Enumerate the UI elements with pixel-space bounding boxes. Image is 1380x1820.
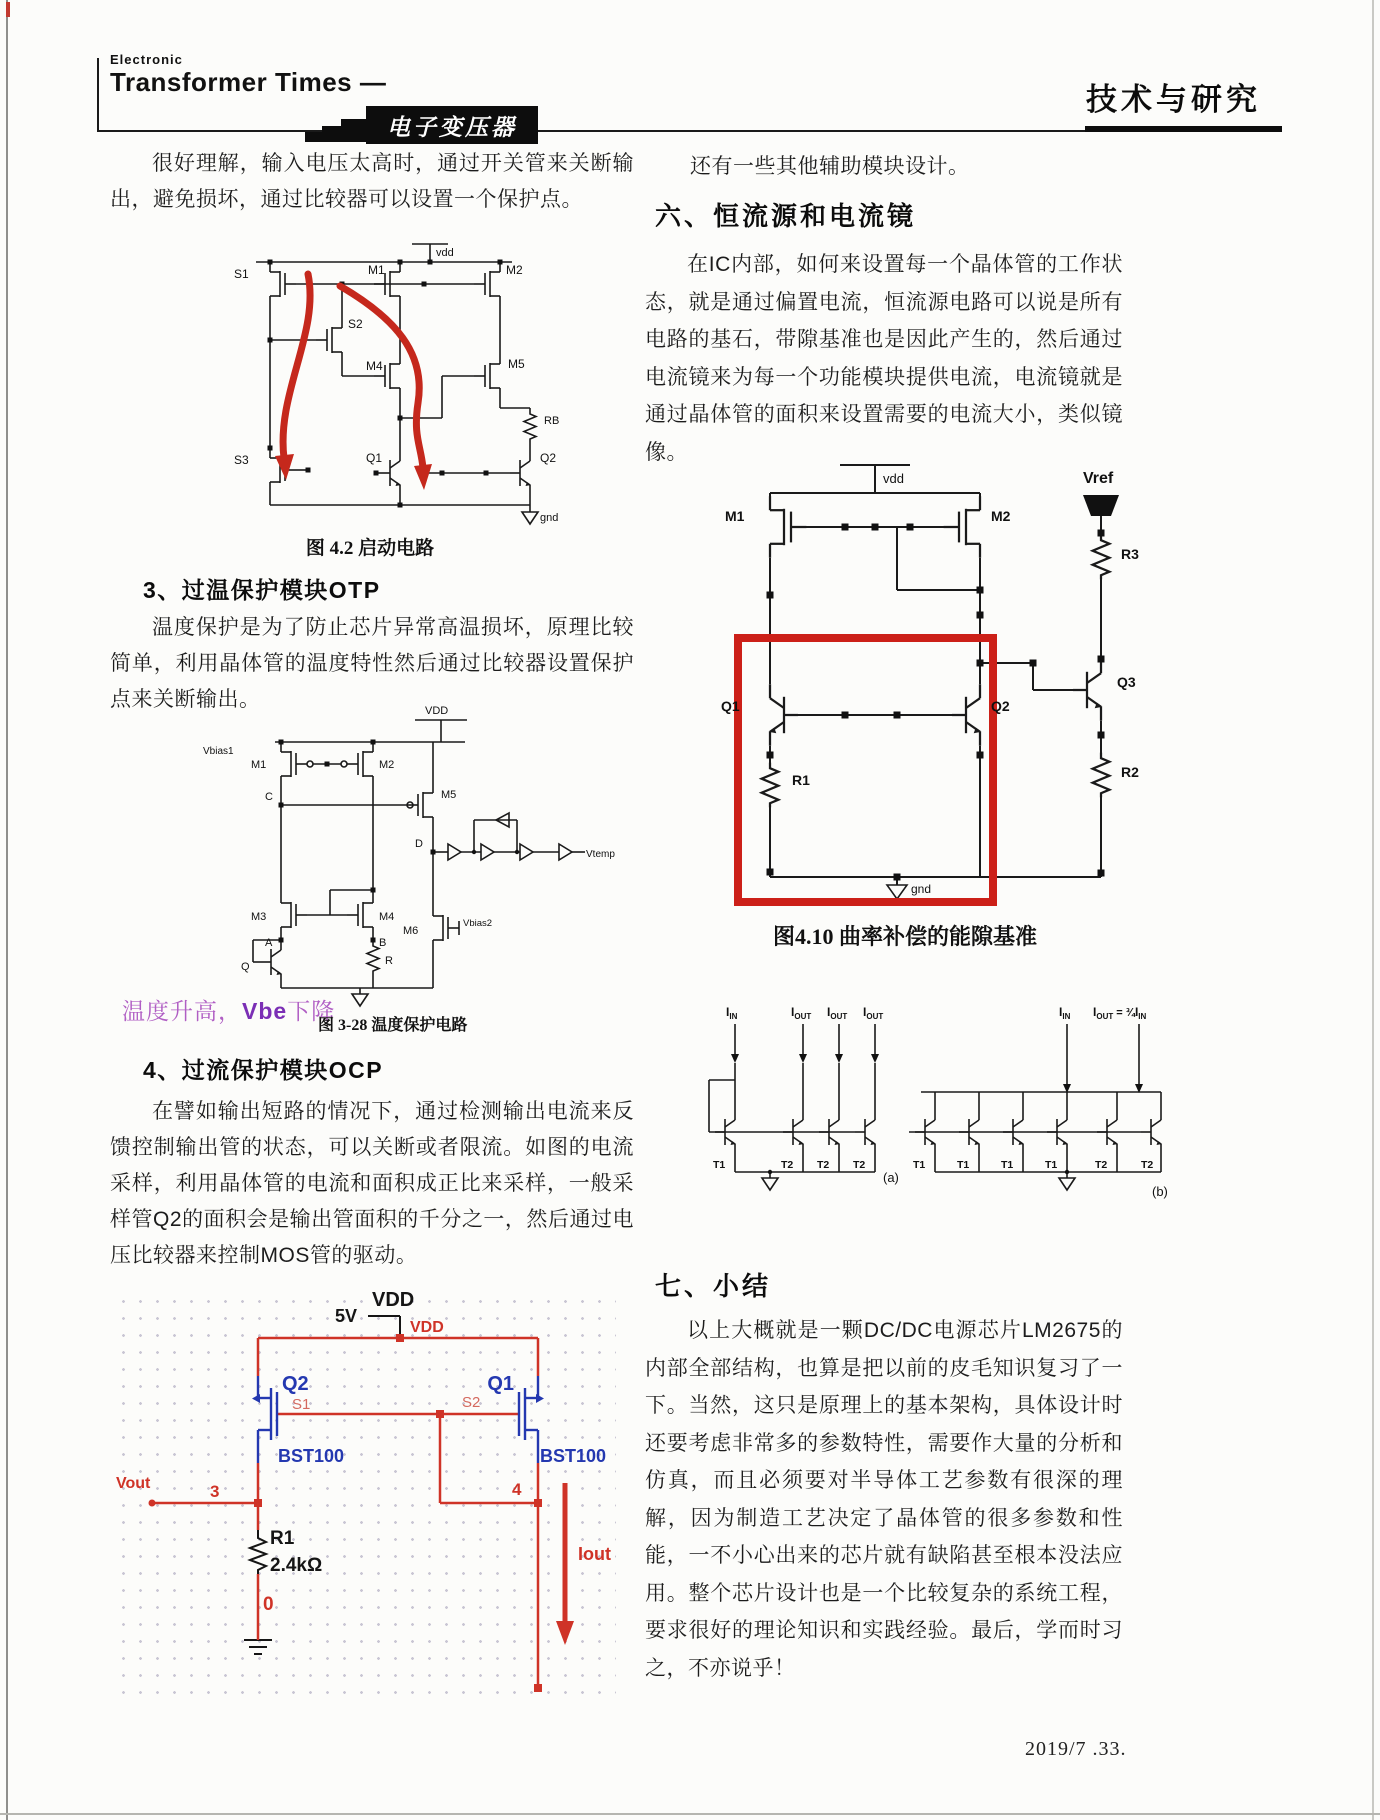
r2-label: R2 <box>1121 764 1139 780</box>
m1-label: M1 <box>368 263 385 277</box>
paragraph-current-mirror: 在IC内部，如何来设置每一个晶体管的工作状态，就是通过偏置电流，恒流源电路可以说是所有电路的基石，带隙基准也是因此产生的，然后通过电流镜来为每一个功能模块提供电流，电流镜就是通过晶体管的面积来设置需要的电流大小，类似镜像。 <box>645 253 1123 464</box>
q2-label: Q2 <box>540 451 557 465</box>
vdd-net-label: VDD <box>410 1319 444 1336</box>
temperature-note <box>122 993 335 1026</box>
d-label: D <box>415 838 423 850</box>
note-pre: 温度升高， <box>122 998 242 1024</box>
q2-label: Q2 <box>282 1373 309 1395</box>
s1-label: S1 <box>234 267 249 281</box>
r1-label: R1 <box>792 772 810 788</box>
figure-startup-circuit <box>190 218 600 533</box>
transistor-q2-symbol <box>252 1376 277 1463</box>
paragraph-otp: 温度保护是为了防止芯片异常高温损坏，原理比较简单，利用晶体管的温度特性然后通过比较器设置保护点来关断输出。 <box>110 616 634 711</box>
iout-eq-label: $I_{OUT}$ = $\frac{3}{4}I_{IN}$ <box>1093 1005 1147 1021</box>
fig42-current-arrows <box>275 274 432 490</box>
m2-label: M2 <box>379 759 395 771</box>
transistor-s2 <box>316 318 342 362</box>
fig328-wires <box>253 720 585 1006</box>
q1-label: Q1 <box>366 451 383 465</box>
a-label: A <box>265 937 273 949</box>
transistor-m1 <box>281 742 307 786</box>
fig328-devices <box>261 742 572 984</box>
m2-label: M2 <box>506 263 523 277</box>
t-label: T1 <box>1045 1159 1058 1171</box>
transistor-m6 <box>433 906 459 950</box>
tag-b-label: (b) <box>1152 1184 1168 1199</box>
page-edge-right <box>1372 0 1374 1820</box>
t-label: T2 <box>1141 1159 1154 1171</box>
note-vbe: Vbe <box>242 998 288 1024</box>
badge-step-1 <box>305 132 323 142</box>
badge-step-2 <box>322 126 342 142</box>
bst100-right-label: BST100 <box>540 1446 607 1466</box>
q3-label: Q3 <box>1117 674 1136 690</box>
m5-label: M5 <box>508 357 525 371</box>
mirror-labels <box>713 1005 1168 1199</box>
gnd-label: gnd <box>911 882 932 896</box>
m1-label: M1 <box>725 508 745 524</box>
q1-label: Q1 <box>487 1373 514 1395</box>
transistor-m3 <box>281 893 307 937</box>
vbias2-label: Vbias2 <box>463 918 493 929</box>
iout-3-label: $I_{OUT}$ <box>863 1005 884 1021</box>
paragraph-intro: 很好理解，输入电压太高时，通过开关管来关断输出，避免损坏，通过比较器可以设置一个保护点。 <box>110 152 634 211</box>
magazine-logo <box>110 52 386 98</box>
s1-label: S1 <box>292 1396 311 1413</box>
transistor-m4 <box>347 893 373 937</box>
transistor-q2 <box>952 684 981 746</box>
paragraph-ocp: 在譬如输出短路的情况下，通过检测输出电流来反馈控制输出管的状态，可以关断或者限流。如图的电流采样，利用晶体管的电流和面积成正比来采样，一般采样管Q2的面积会是输出管面积的千分之一，然后通过电压比较器来控制MOS管的驱动。 <box>110 1100 634 1267</box>
logo-top-text: Electronic <box>110 52 183 67</box>
magazine-badge <box>366 106 538 144</box>
vout-label: Vout <box>116 1475 151 1492</box>
logo-bracket <box>97 58 99 130</box>
vbias1-label: Vbias1 <box>203 746 234 757</box>
vdd-label: VDD <box>425 705 449 717</box>
vref-label: Vref <box>1083 470 1114 487</box>
bst100-left-label: BST100 <box>278 1446 345 1466</box>
s2-label: S2 <box>348 317 363 331</box>
transistor-s1 <box>270 262 296 306</box>
resistor-r3 <box>1093 535 1110 580</box>
header-rule-thick <box>1085 126 1282 132</box>
m6-label: M6 <box>403 925 419 937</box>
m2-label: M2 <box>991 508 1011 524</box>
figure-328-caption: 图 3-28 温度保护电路 <box>318 1017 468 1034</box>
t-label: T2 <box>817 1159 830 1171</box>
figure-410-caption: 图4.10 曲率补偿的能隙基准 <box>772 924 1037 949</box>
heading-current-mirror: 六、恒流源和电流镜 <box>655 201 917 231</box>
spice-schematic <box>110 1288 616 1708</box>
t-label: T1 <box>913 1159 926 1171</box>
page-footer: 2019/7 .33. <box>1025 1738 1127 1760</box>
inverter-3 <box>520 844 533 860</box>
q-label: Q <box>241 961 250 973</box>
iout-2-label: $I_{OUT}$ <box>827 1005 848 1021</box>
t-label: T2 <box>1095 1159 1108 1171</box>
transistor-bt6 <box>1141 1110 1162 1154</box>
r-label: R <box>385 955 393 967</box>
resistor-r <box>367 942 379 974</box>
transistor-m2 <box>347 742 373 786</box>
t-label: T1 <box>1001 1159 1014 1171</box>
s2-label: S2 <box>462 1394 481 1411</box>
vdd-label: vdd <box>883 471 904 486</box>
node0-label: 0 <box>263 1594 274 1615</box>
b-label: B <box>379 937 387 949</box>
transistor-q2 <box>510 451 531 495</box>
inverter-4 <box>559 844 572 860</box>
transistor-q1 <box>769 684 798 746</box>
fig410-wires <box>770 465 1119 899</box>
t-label: T2 <box>781 1159 794 1171</box>
section-title: 技术与研究 <box>1086 82 1261 117</box>
m4-label: M4 <box>366 359 383 373</box>
mirror-b <box>909 1024 1162 1190</box>
m4-label: M4 <box>379 911 395 923</box>
transistor-m2 <box>944 496 980 558</box>
node4-label: 4 <box>512 1480 522 1499</box>
heading-ocp: 4、过流保护模块OCP <box>143 1057 384 1083</box>
paragraph-other-modules: 还有一些其他辅助模块设计。 <box>690 155 970 178</box>
inverter-2 <box>481 844 494 860</box>
badge-step-3 <box>341 119 367 142</box>
m3-label: M3 <box>251 911 267 923</box>
transistor-q3 <box>1073 659 1102 721</box>
t-label: T2 <box>853 1159 866 1171</box>
v5-label: 5V <box>335 1306 358 1326</box>
transistor-m5 <box>407 783 433 827</box>
inverter-1 <box>448 844 461 860</box>
figure-temp-protection <box>165 700 615 1010</box>
tag-a-label: (a) <box>883 1170 899 1185</box>
s3-label: S3 <box>234 453 249 467</box>
iout-label: Iout <box>578 1544 611 1564</box>
logo-main-text: Transformer Times — <box>110 67 387 97</box>
q2-label: Q2 <box>991 698 1010 714</box>
transistor-m1 <box>770 496 806 558</box>
vdd-label: vdd <box>436 247 454 259</box>
paragraph-summary: 以上大概就是一颗DC/DC电源芯片LM2675的内部全部结构，也算是把以前的皮毛知识复习了一下。当然，这只是原理上的基本架构，具体设计时还要考虑非常多的参数特性，需要作大量的分析和仿真，而且必须要对半导体工艺参数有很深的理解，因为制造工艺决定了晶体管的很多参数和性能，一不小心出来的芯片就有缺陷甚至根本没法应用。整个芯片设计也是一个比较复杂的系统工程，要求很好的理论知识和实践经验。最后，学而时习之，不亦说乎！ <box>645 1319 1123 1680</box>
page-edge-bottom <box>0 1813 1380 1815</box>
fig410-pads <box>767 524 1105 881</box>
transistor-m5 <box>474 354 500 398</box>
m1-label: M1 <box>251 759 267 771</box>
fig328-labels <box>203 705 615 973</box>
iout-1-label: $I_{OUT}$ <box>791 1005 812 1021</box>
badge-text: 电子变压器 <box>387 113 517 140</box>
fig410-devices <box>762 496 1110 807</box>
r1-label: R1 <box>270 1528 295 1549</box>
page-edge-left <box>6 0 8 1820</box>
r1-value-label: 2.4kΩ <box>270 1555 323 1576</box>
m5-label: M5 <box>441 789 457 801</box>
c-label: C <box>265 791 273 803</box>
transistor-t2c <box>855 1110 876 1154</box>
vtemp-label: Vtemp <box>586 849 615 860</box>
resistor-r2 <box>1093 753 1110 798</box>
spice-schematic-area <box>110 1288 616 1708</box>
transistor-q1 <box>380 451 401 495</box>
heading-summary: 七、小结 <box>655 1271 772 1301</box>
figure-42-caption: 图 4.2 启动电路 <box>305 538 435 559</box>
transistor-m2 <box>474 262 500 306</box>
q1-label: Q1 <box>721 698 740 714</box>
figure-current-mirrors <box>625 1000 1180 1245</box>
resistor-r1 <box>762 763 779 808</box>
heading-otp: 3、过温保护模块OTP <box>143 577 381 603</box>
iin-a-label: $I_{IN}$ <box>726 1005 738 1021</box>
figure-bandgap <box>635 445 1180 915</box>
vdd-top-label: VDD <box>372 1289 415 1311</box>
rb-label: RB <box>544 415 560 427</box>
registration-mark <box>6 2 10 17</box>
node3-label: 3 <box>210 1482 220 1501</box>
header-rule-thin <box>97 130 1092 132</box>
r3-label: R3 <box>1121 546 1139 562</box>
iin-b-label: $I_{IN}$ <box>1059 1005 1071 1021</box>
note-post: 下降 <box>287 998 336 1024</box>
resistor-rb <box>524 410 536 442</box>
fig328-pads <box>279 740 436 943</box>
gnd-label: gnd <box>540 512 559 524</box>
t-label: T1 <box>957 1159 970 1171</box>
t-label: T1 <box>713 1159 726 1171</box>
